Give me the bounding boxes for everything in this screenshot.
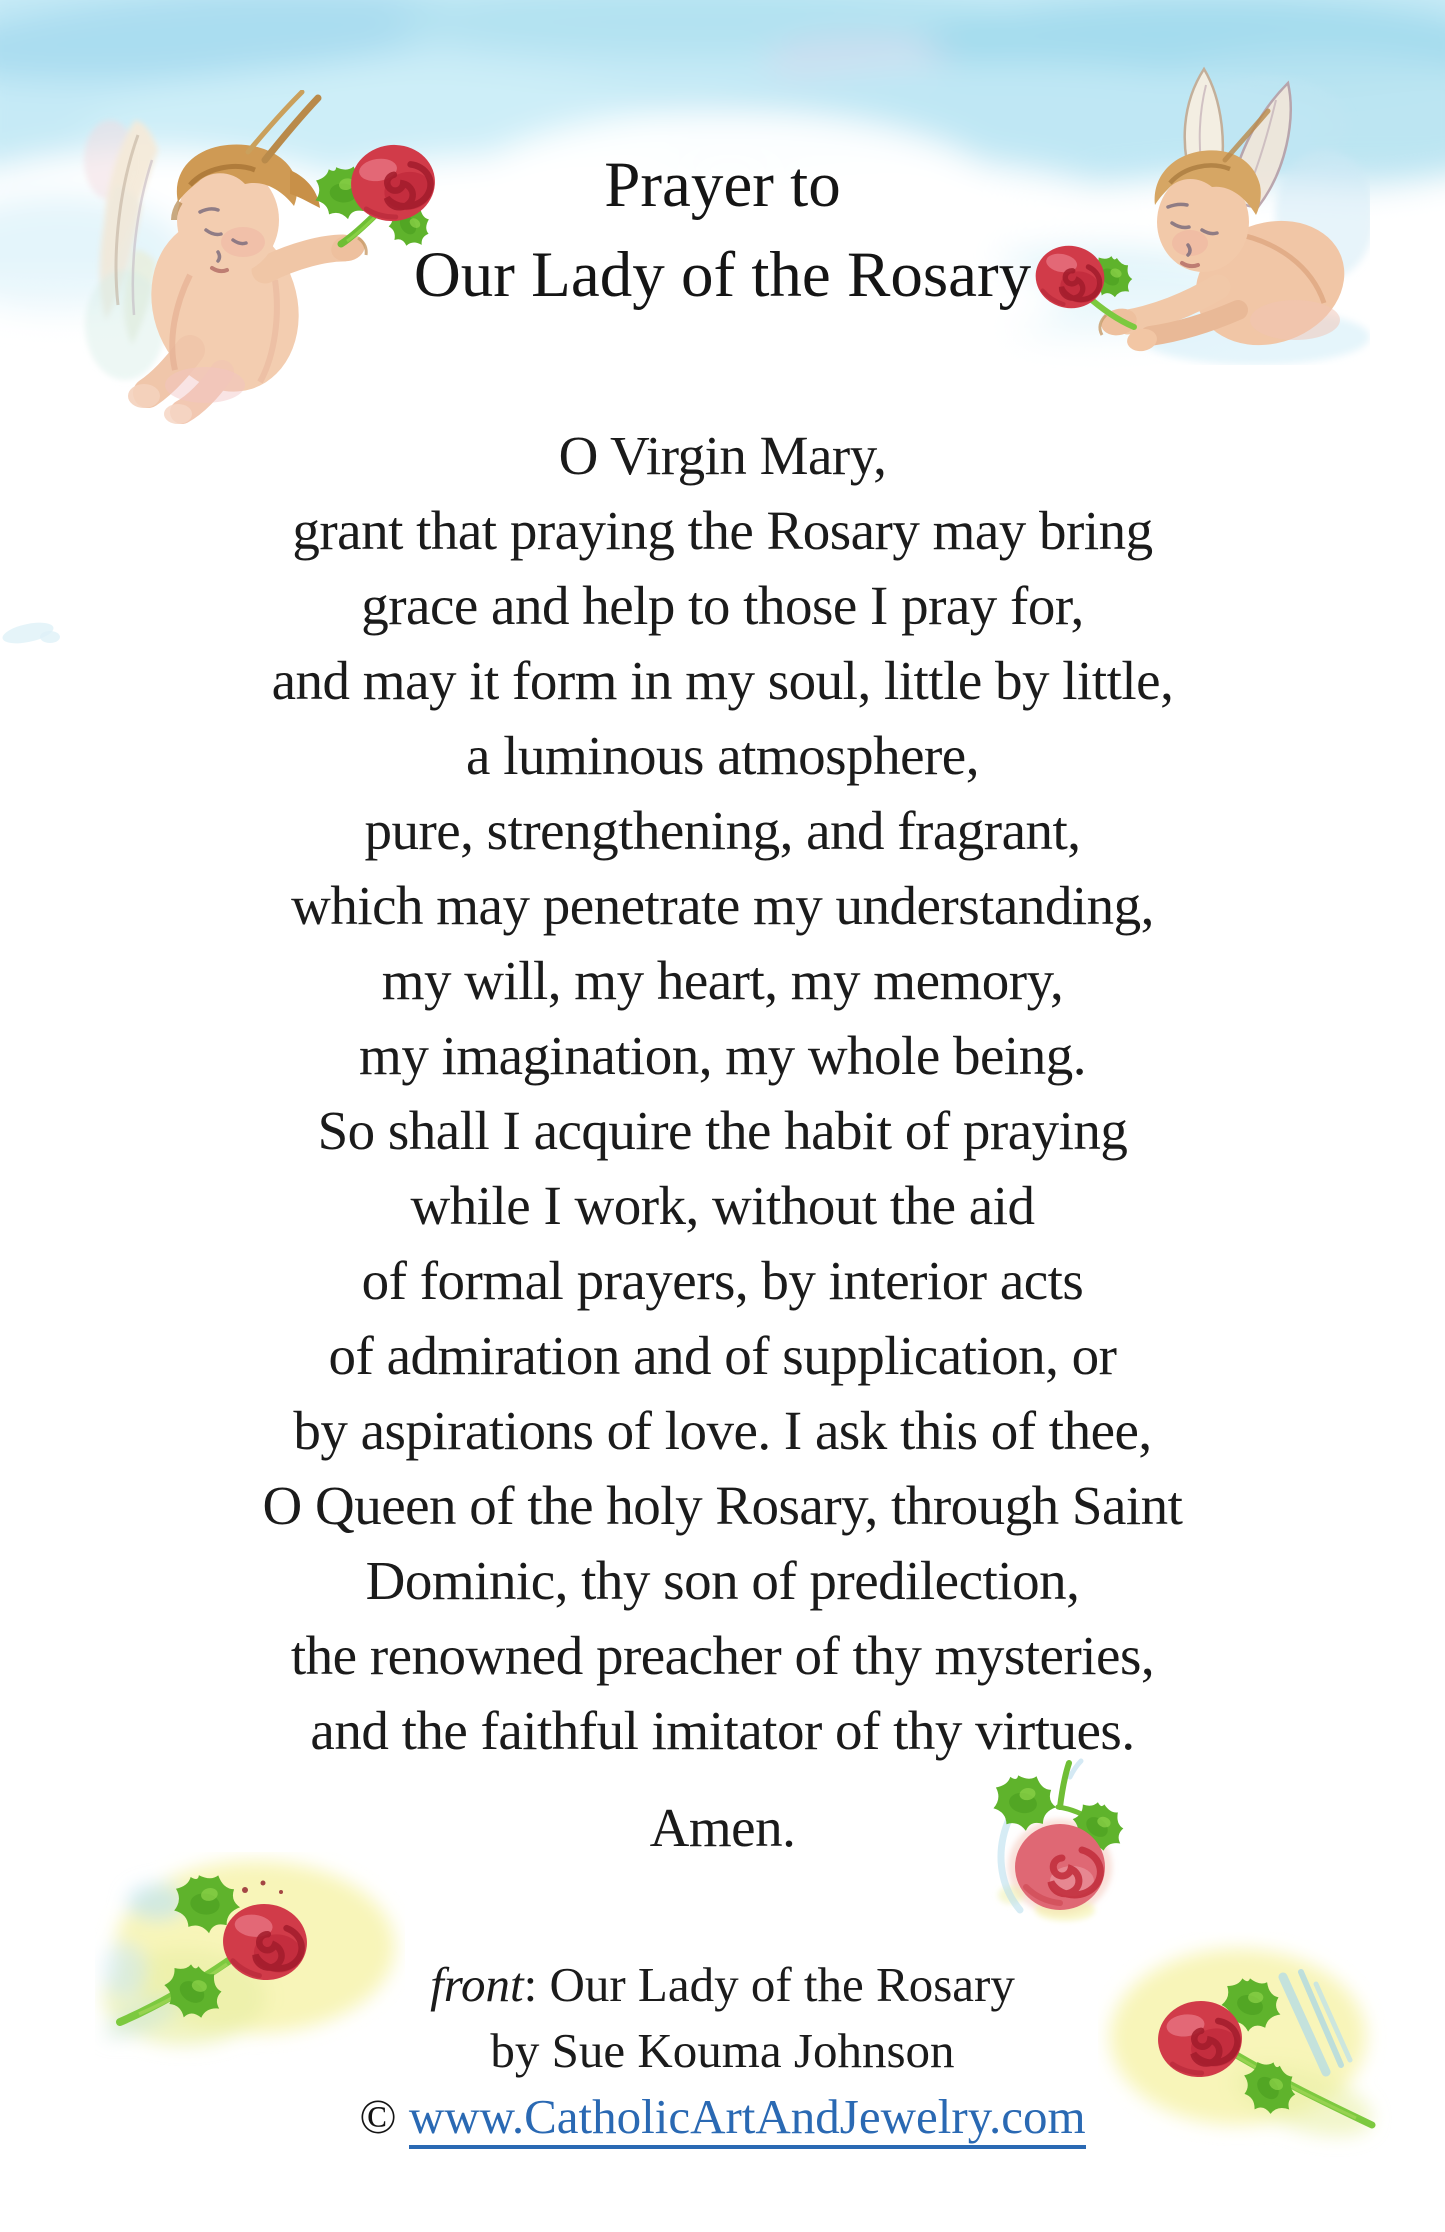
credit-front-text: : Our Lady of the Rosary	[523, 1957, 1015, 2012]
prayer-line: the renowned preacher of thy mysteries,	[290, 1625, 1155, 1686]
prayer-line: by aspirations of love. I ask this of thee,	[293, 1400, 1152, 1461]
prayer-line: while I work, without the aid	[410, 1175, 1035, 1236]
prayer-line: of admiration and of supplication, or	[328, 1325, 1117, 1386]
prayer-line: and may it form in my soul, little by little,	[271, 650, 1174, 711]
page-title-line2: Our Lady of the Rosary	[413, 239, 1032, 311]
prayer-line: pure, strengthening, and fragrant,	[364, 800, 1081, 861]
prayer-line: O Queen of the holy Rosary, through Saint	[262, 1475, 1183, 1536]
credit-byline: by Sue Kouma Johnson	[490, 2023, 955, 2078]
prayer-line: Dominic, thy son of predilection,	[365, 1550, 1080, 1611]
prayer-text	[0, 418, 1445, 1865]
copyright-space	[397, 2089, 409, 2144]
prayer-line: which may penetrate my understanding,	[291, 875, 1154, 936]
credit-front-label: front	[430, 1957, 524, 2012]
amen-text: Amen.	[649, 1797, 796, 1858]
page-title	[0, 140, 1445, 320]
credits	[0, 1952, 1445, 2150]
prayer-line: and the faithful imitator of thy virtues.	[310, 1700, 1135, 1761]
prayer-line: my imagination, my whole being.	[359, 1025, 1086, 1086]
prayer-line: grace and help to those I pray for,	[361, 575, 1084, 636]
page-title-line1: Prayer to	[604, 149, 841, 221]
credit-copyright-line	[0, 2084, 1445, 2150]
website-link[interactable]: www.CatholicArtAndJewelry.com	[409, 2089, 1086, 2149]
prayer-line: of formal prayers, by interior acts	[361, 1250, 1084, 1311]
copyright-symbol: ©	[359, 2089, 397, 2144]
prayer-line: a luminous atmosphere,	[466, 725, 979, 786]
prayer-line: So shall I acquire the habit of praying	[317, 1100, 1128, 1161]
credit-front-line	[0, 1952, 1445, 2018]
prayer-line: O Virgin Mary,	[558, 425, 887, 486]
prayer-line: my will, my heart, my memory,	[381, 950, 1064, 1011]
prayer-line: grant that praying the Rosary may bring	[292, 500, 1153, 561]
